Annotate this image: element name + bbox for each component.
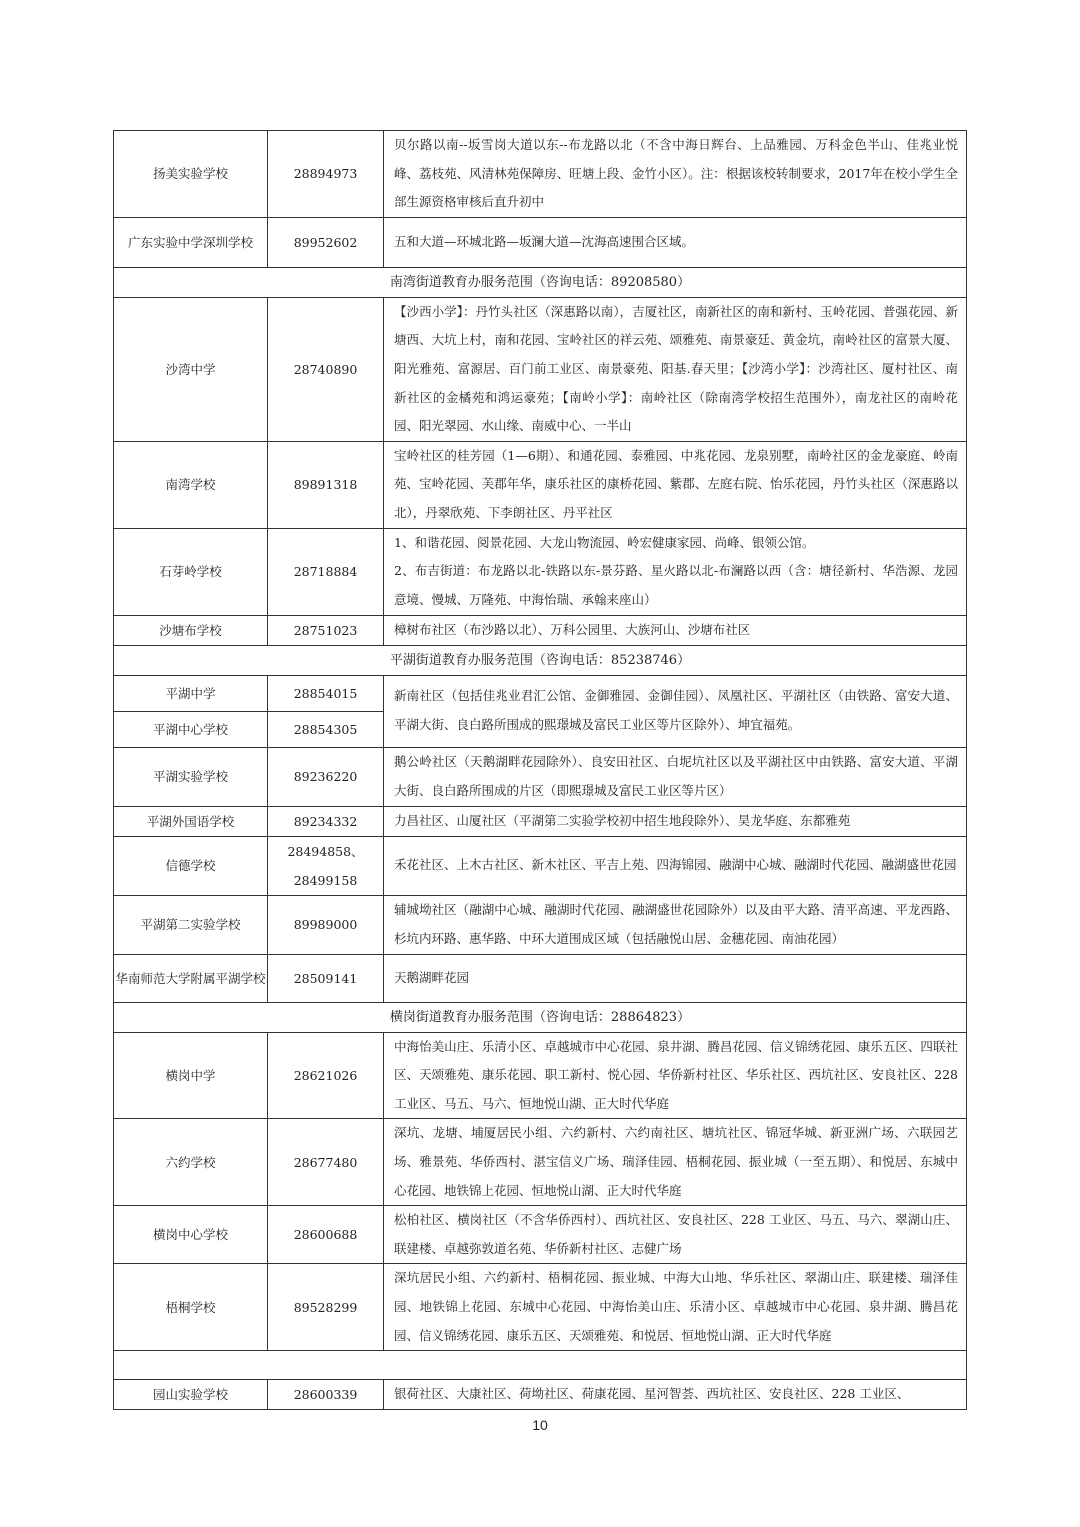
school-name: 石芽岭学校 <box>114 528 268 615</box>
service-area: 松柏社区、横岗社区（不含华侨西村）、西坑社区、安良社区、228 工业区、马五、马六、翠湖山庄、联建楼、卓越弥敦道名苑、华侨新村社区、志健广场 <box>384 1206 967 1264</box>
school-phone: 28621026 <box>268 1032 384 1119</box>
school-name: 梧桐学校 <box>114 1264 268 1351</box>
school-phone: 89234332 <box>268 806 384 836</box>
service-area: 五和大道—环城北路—坂澜大道—沈海高速围合区域。 <box>384 217 967 267</box>
table-row <box>114 528 967 615</box>
district-header: 南湾街道教育办服务范围（咨询电话：89208580） <box>114 267 967 297</box>
school-phone: 28854305 <box>268 711 384 747</box>
school-phone: 28600688 <box>268 1206 384 1264</box>
service-area: 银荷社区、大康社区、荷坳社区、荷康花园、星河智荟、西坑社区、安良社区、228 工业区、 <box>384 1380 967 1410</box>
school-name: 平湖实验学校 <box>114 747 268 806</box>
service-area: 贝尔路以南--坂雪岗大道以东--布龙路以北（不含中海日辉台、上品雅园、万科金色半山、佳兆业悦峰、荔枝苑、风清林苑保障房、旺塘上段、金竹小区）。注：根据该校转制要求，2017年在校小学生全部生源资格审核后直升初中 <box>384 131 967 218</box>
table-row <box>114 954 967 1002</box>
page-number: 10 <box>532 1417 548 1433</box>
school-name: 扬美实验学校 <box>114 131 268 218</box>
school-phone: 28718884 <box>268 528 384 615</box>
table-row <box>114 895 967 954</box>
table-row <box>114 806 967 836</box>
service-area: 鹅公岭社区（天鹅湖畔花园除外）、良安田社区、白坭坑社区以及平湖社区中由铁路、富安大道、平湖大街、良白路所围成的片区（即熙璟城及富民工业区等片区） <box>384 747 967 806</box>
table-row <box>114 1032 967 1119</box>
table-row <box>114 747 967 806</box>
school-name: 沙塘布学校 <box>114 615 268 645</box>
school-phone: 89891318 <box>268 441 384 528</box>
service-area: 深坑、龙塘、埔厦居民小组、六约新村、六约南社区、塘坑社区、锦冠华城、新亚洲广场、六联园艺场、雅景苑、华侨西村、湛宝信义广场、瑞泽佳园、梧桐花园、振业城（一至五期）、和悦居、东城中心花园、地铁锦上花园、恒地悦山湖、正大时代华庭 <box>384 1119 967 1206</box>
school-phone: 28854015 <box>268 675 384 711</box>
district-header-row <box>114 267 967 297</box>
table-row <box>114 675 967 711</box>
school-name: 广东实验中学深圳学校 <box>114 217 268 267</box>
school-phone: 89989000 <box>268 895 384 954</box>
table-row <box>114 836 967 895</box>
table-row <box>114 217 967 267</box>
school-phone: 28494858、28499158 <box>268 836 384 895</box>
school-zone-table <box>113 130 967 1410</box>
school-phone: 28751023 <box>268 615 384 645</box>
blank-row <box>114 1351 967 1380</box>
service-area: 辅城坳社区（融湖中心城、融湖时代花园、融湖盛世花园除外）以及由平大路、清平高速、平龙西路、杉坑内环路、惠华路、中环大道围成区域（包括融悦山居、金穗花园、南油花园） <box>384 895 967 954</box>
school-name: 平湖第二实验学校 <box>114 895 268 954</box>
school-phone: 28600339 <box>268 1380 384 1410</box>
service-area: 【沙西小学】：丹竹头社区（深惠路以南），吉厦社区，南新社区的南和新村、玉岭花园、普强花园、新塘西、大坑上村，南和花园、宝岭社区的祥云苑、颂雅苑、南景豪廷、黄金坑，南岭社区的富景大厦、阳光雅苑、富源居、百门前工业区、南景豪苑、阳基.春天里；【沙湾小学】：沙湾社区、厦村社区、南新社区的金橘苑和鸿运豪苑；【南岭小学】：南岭社区（除南湾学校招生范围外），南龙社区的南岭花园、阳光翠园、水山缘、南威中心、一半山 <box>384 297 967 441</box>
school-name: 平湖中心学校 <box>114 711 268 747</box>
table-row <box>114 1206 967 1264</box>
school-name: 华南师范大学附属平湖学校 <box>114 954 268 1002</box>
service-area: 禾花社区、上木古社区、新木社区、平吉上苑、四海锦园、融湖中心城、融湖时代花园、融湖盛世花园 <box>384 836 967 895</box>
table-row <box>114 131 967 218</box>
blank-cell <box>114 1351 967 1380</box>
service-area: 天鹅湖畔花园 <box>384 954 967 1002</box>
table-row <box>114 1380 967 1410</box>
service-area: 力昌社区、山厦社区（平湖第二实验学校初中招生地段除外）、昊龙华庭、东都雅苑 <box>384 806 967 836</box>
table-row <box>114 1264 967 1351</box>
district-header: 平湖街道教育办服务范围（咨询电话：85238746） <box>114 645 967 675</box>
service-area: 中海怡美山庄、乐清小区、卓越城市中心花园、泉井湖、腾昌花园、信义锦绣花园、康乐五区、四联社区、天颂雅苑、康乐花园、职工新村、悦心园、华侨新村社区、华乐社区、西坑社区、安良社区、228 工业区、马五、马六、恒地悦山湖、正大时代华庭 <box>384 1032 967 1119</box>
school-name: 平湖中学 <box>114 675 268 711</box>
school-phone: 89236220 <box>268 747 384 806</box>
table-row <box>114 441 967 528</box>
service-area: 樟树布社区（布沙路以北）、万科公园里、大族河山、沙塘布社区 <box>384 615 967 645</box>
service-area: 1、和谐花园、阅景花园、大龙山物流园、岭宏健康家园、尚峰、银领公馆。 2、布吉街道：布龙路以北-铁路以东-景芬路、星火路以北-布澜路以西（含：塘径新村、华浩源、龙园意境、慢城、万隆苑、中海怡瑞、承翰来座山） <box>384 528 967 615</box>
school-name: 信德学校 <box>114 836 268 895</box>
school-name: 沙湾中学 <box>114 297 268 441</box>
school-name: 园山实验学校 <box>114 1380 268 1410</box>
service-area: 深坑居民小组、六约新村、梧桐花园、振业城、中海大山地、华乐社区、翠湖山庄、联建楼、瑞泽佳园、地铁锦上花园、东城中心花园、中海怡美山庄、乐清小区、卓越城市中心花园、泉井湖、腾昌花园、信义锦绣花园、康乐五区、天颂雅苑、和悦居、恒地悦山湖、正大时代华庭 <box>384 1264 967 1351</box>
district-header-row <box>114 645 967 675</box>
school-name: 横岗中学 <box>114 1032 268 1119</box>
district-header-row <box>114 1002 967 1032</box>
table-row <box>114 1119 967 1206</box>
school-phone: 89528299 <box>268 1264 384 1351</box>
school-phone: 28509141 <box>268 954 384 1002</box>
school-phone: 28677480 <box>268 1119 384 1206</box>
district-header: 横岗街道教育办服务范围（咨询电话：28864823） <box>114 1002 967 1032</box>
table-row <box>114 615 967 645</box>
school-phone: 28894973 <box>268 131 384 218</box>
school-phone: 28740890 <box>268 297 384 441</box>
school-name: 六约学校 <box>114 1119 268 1206</box>
school-name: 横岗中心学校 <box>114 1206 268 1264</box>
service-area: 新南社区（包括佳兆业君汇公馆、金御雅园、金御佳园）、凤凰社区、平湖社区（由铁路、富安大道、平湖大街、良白路所围成的熙璟城及富民工业区等片区除外）、坤宜福苑。 <box>384 675 967 747</box>
school-name: 平湖外国语学校 <box>114 806 268 836</box>
table-row <box>114 297 967 441</box>
school-name: 南湾学校 <box>114 441 268 528</box>
school-phone: 89952602 <box>268 217 384 267</box>
service-area: 宝岭社区的桂芳园（1—6期）、和通花园、泰雅园、中兆花园、龙泉别墅，南岭社区的金龙豪庭、岭南苑、宝岭花园、芙郡年华，康乐社区的康桥花园、紫郡、左庭右院、怡乐花园，丹竹头社区（深惠路以北），丹翠欣苑、下李朗社区、丹平社区 <box>384 441 967 528</box>
